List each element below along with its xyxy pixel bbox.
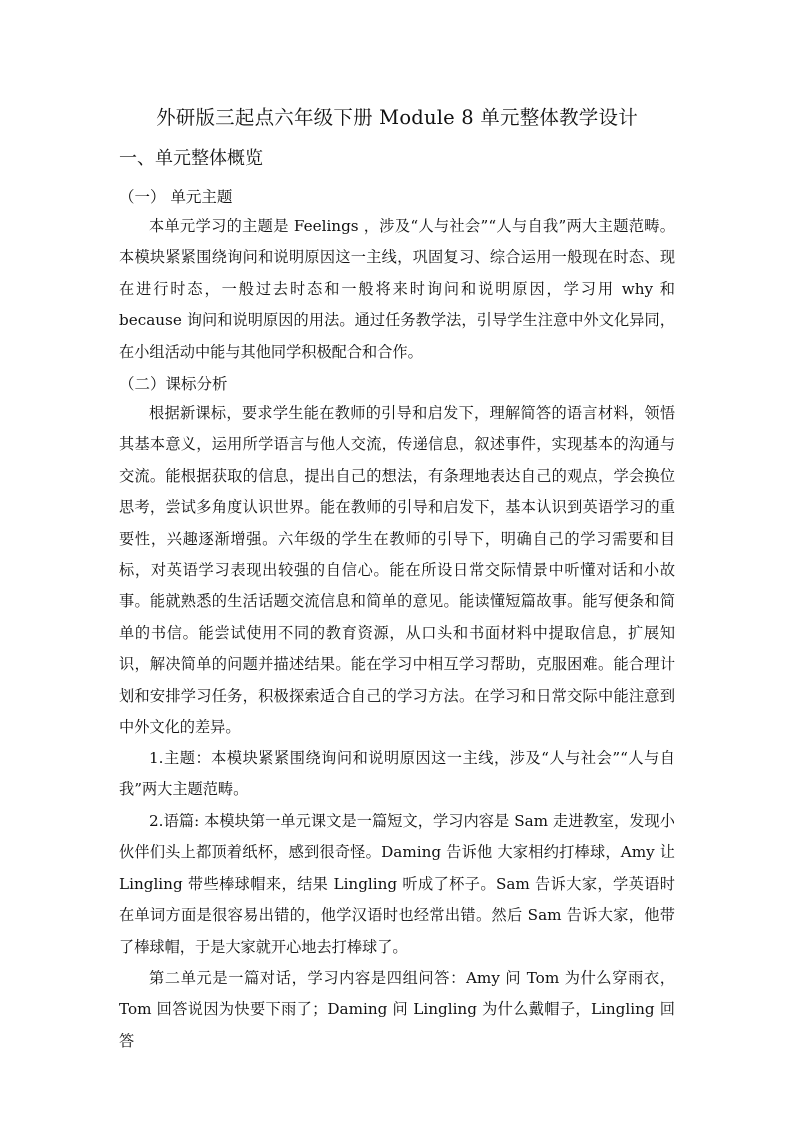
section-heading-overview: 一、单元整体概览 — [119, 148, 263, 169]
paragraph-unit2-dialogue: 第二单元是一篇对话，学习内容是四组问答：Amy 问 Tom 为什么穿雨衣，Tom 回答说因为快要下雨了；Daming 问 Lingling 为什么戴帽子，Lingling 回答 — [119, 969, 675, 1050]
paragraph-point-discourse: 2.语篇: 本模块第一单元课文是一篇短文，学习内容是 Sam 走进教室，发现小伙伴们头上都顶着纸杯，感到很奇怪。Daming 告诉他 大家相约打棒球，Amy 让 Lingling 带些棒球帽来，结果 Lingling 听成了杯子。Sam 告诉大家，学英语时在单词方面是很容易出错的，他学汉语时也经常出错。然后 Sam 告诉大家，他带了棒球帽，于是大家就开心地去打棒球了。 — [119, 812, 675, 956]
subsection-heading-theme: （一） 单元主题 — [119, 188, 233, 206]
subsection-heading-curriculum: （二）课标分析 — [119, 375, 228, 393]
paragraph-curriculum-analysis: 根据新课标，要求学生能在教师的引导和启发下，理解简答的语言材料，领悟其基本意义，运用所学语言与他人交流，传递信息，叙述事件，实现基本的沟通与交流。能根据获取的信息，提出自己的想法，有条理地表达自己的观点，学会换位思考，尝试多角度认识世界。能在教师的引导和启发下，基本认识到英语学习的重要性，兴趣逐渐增强。六年级的学生在教师的引导下，明确自己的学习需要和目标，对英语学习表现出较强的自信心。能在所设日常交际情景中听懂对话和小故事。能就熟悉的生活话题交流信息和简单的意见。能读懂短篇故事。能写便条和简单的书信。能尝试使用不同的教育资源，从口头和书面材料中提取信息，扩展知识，解决简单的问题并描述结果。能在学习中相互学习帮助，克服困难。能合理计划和安排学习任务，积极探索适合自己的学习方法。在学习和日常交际中能注意到中外文化的差异。 — [119, 404, 675, 737]
paragraph-unit-theme: 本单元学习的主题是 Feelings ，涉及“人与社会”“人与自我”两大主题范畴。本模块紧紧围绕询问和说明原因这一主线，巩固复习、综合运用一般现在时态、现在进行时态，一般过去时态和一般将来时询问和说明原因，学习用 why 和 because 询问和说明原因的用法。通过任务教学法，引导学生注意中外文化异同，在小组活动中能与其他同学积极配合和合作。 — [119, 217, 675, 361]
paragraph-point-theme: 1.主题：本模块紧紧围绕询问和说明原因这一主线，涉及“人与社会”“人与自我”两大主题范畴。 — [119, 749, 675, 799]
document-title: 外研版三起点六年级下册 Module 8 单元整体教学设计 — [156, 106, 638, 129]
